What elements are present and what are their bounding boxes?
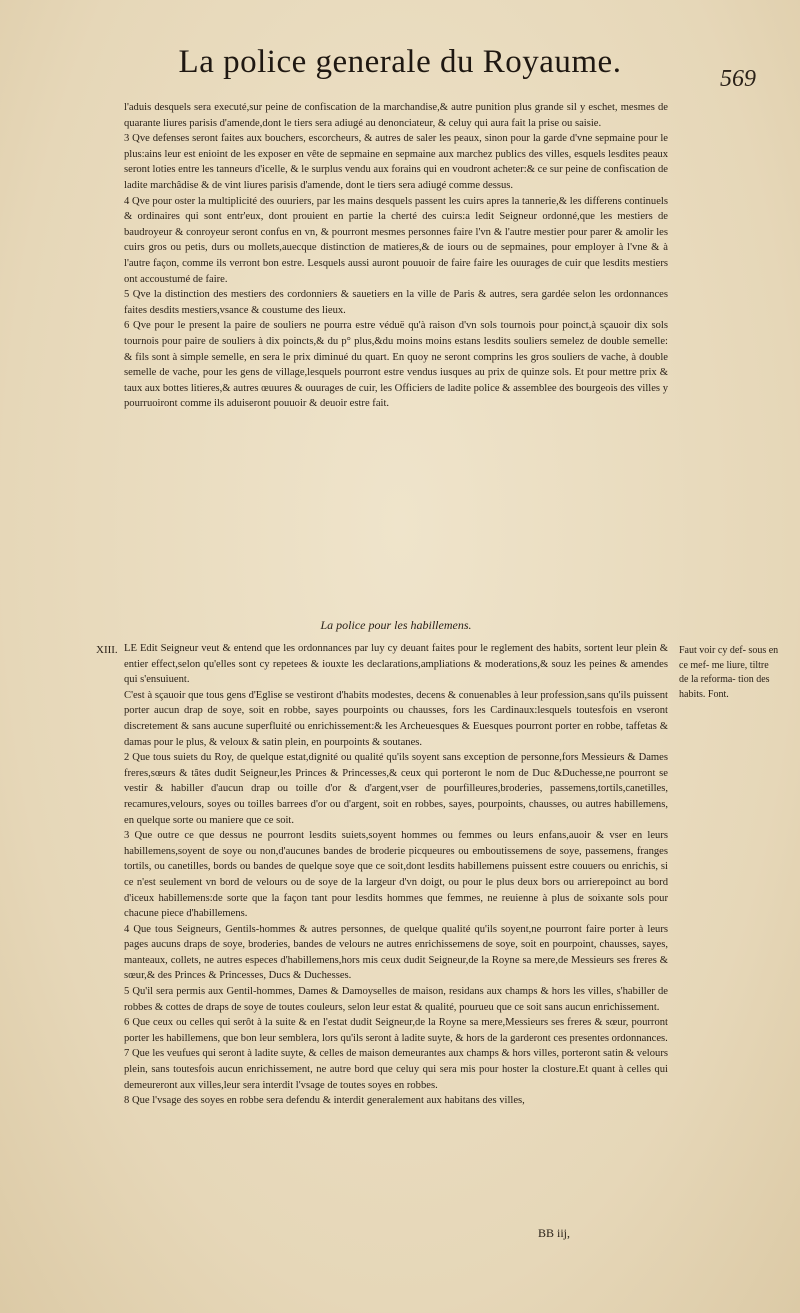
paragraph: C'est à sçauoir que tous gens d'Eglise se vestiront d'habits modestes, decens & conuenables à leur profession,sans qu'ils puissent porter aucun drap de soye, soit en robbe, sayes pourpoints ou chausses, fors les Cardinaux:lesquels toutesfois en vseront discretement & sans aucune superfluité ou enrichissement:& les Archeuesques & Euesques pourront porter en robbe, taffetas & damas pour le plus, & veloux & satin plein, en pourpoints & soutanes. [124,689,668,748]
section-heading: La police pour les habillemens. [320,618,472,632]
paragraph: 5 Qu'il sera permis aux Gentil-hommes, Dames & Damoyselles de maison, residans aux champs & hors les villes, s'habiller de robbes & cottes de draps de soye de toutes couleurs, selon leur estat & qualité, pourueu que ce soit sans aucun enrichissement. [124,986,668,1013]
paragraph: 6 Qve pour le present la paire de souliers ne pourra estre véduë qu'à raison d'vn sols tournois pour poinct,à sçauoir dix sols tournois pour paire de souliers à dix poincts,& du p° plus,&du moins moins estans lesdits souliers semelez de double semelle: & fils sont à simple semelle, en sera le prix diminué du quart. En quoy ne seront comprins les gros souliers de vache, à double semelle de vache, pour les gens de village,lesquels pourront estre vendus iusques au prix de quinze sols. Et pour mettre prix & taux aux bottes litieres,& autres œuures & ouurages de cuir, les Officiers de ladite police & assemblee des bourgeois des villes y pourruoiront comme ils aduiseront pouuoir & deuoir estre fait. [124,320,668,410]
paragraph: 8 Que l'vsage des soyes en robbe sera defendu & interdit generalement aux habitans des villes, [124,1095,525,1107]
paragraph: 5 Qve la distinction des mestiers des cordonniers & sauetiers en la ville de Paris & autres, sera gardée selon les ordonnances faites desdits mestiers,vsance & coustume des lieux. [124,289,668,316]
paragraph: 3 Que outre ce que dessus ne pourront lesdits suiets,soyent hommes ou femmes ou leurs enfans,auoir & vser en leurs habillemens,soyent de soye ou non,d'aucunes bandes de broderie picqueures ou emboutissemens de soye, passemens, franges tortils, ou canetilles, bords ou bandes de quelque soye que ce soit,dont lesdits habillemens puissent estre couuers ou enrichis, si ce n'est seulement vn bord de velours ou de soye de la largeur d'vn doigt, ou pour le plus deux bors ou arrierepoinct au bord d'iceux habillemens:de sorte que la façon tant pour lesdits hommes que femmes, ne reuienne à plus de soixante sols pour chacune piece d'habillemens. [124,830,668,920]
section-clothing [124,641,668,1109]
margin-note: Faut voir cy def- sous en ce mef- me liure, tiltre de la reforma- tion des habits. Font. [679,645,779,700]
section-number: XIII. [96,644,118,656]
paragraph: 3 Qve defenses seront faites aux bouchers, escorcheurs, & autres de saler les peaux, sinon pour la garde d'vne sepmaine pour le plus:ains leur est enioint de les exposer en vête de sepmaine en sepmaine aux marchez publics des villes, esquels lesdites peaux seront loties entre les tanneurs d'icelle, & le surplus vendu aux forains qui en voudront acheter:& ce sur peine de confiscation de ladite marchâdise & de vint liures parisis d'amende, dont le tiers sera adiugé comme dessus. [124,133,668,191]
paragraph: 6 Que ceux ou celles qui serôt à la suite & en l'estat dudit Seigneur,de la Royne sa mere,Messieurs ses freres & sœur, pourront porter les habillemens, que bon leur semblera, lors qu'ils seront à ladite suyte, & hors de la garderont ces presentes ordonnances. [124,1017,668,1044]
paragraph: 2 Que tous suiets du Roy, de quelque estat,dignité ou qualité qu'ils soyent sans exception de personne,fors Messieurs & Dames freres,sœurs & tâtes dudit Seigneur,les Princes & Princesses,& ceux qui porteront le nom de Duc &Duchesse,ne pourront se vestir & habiller d'aucun drap ou toille d'or & d'argent,vser de pourfilleures,broderies, passemens,tortils,canetilles, recamures,velours, soyes ou toilles barrees d'or ou d'argent, soit en robbes, sayes, pourpoints, chausses, ou autres habillemens, en quelque sorte ou maniere que ce soit. [124,752,668,826]
section-shoemakers [124,100,668,412]
signature-mark: BB iij, [538,1226,571,1240]
running-head: La police generale du Royaume. [178,44,622,80]
paragraph: 4 Qve pour oster la multiplicité des ouuriers, par les mains desquels passent les cuirs apres la tannerie,& les differens continuels & ordinaires qui sont entr'eux, dont prouient en partie la cherté des cuirs:a ledit Seigneur ordonné,que les mestiers de baudroyeur & conroyeur seront confus en vn, & pourront mesmes personnes faire l'vn & l'autre mestier pour parer & amolir les cuirs gros ou petis, durs ou mollets,auecque distinction de matieres,& de iours ou de sepmaines, pour employer à l'vne & à l'autre façon, comme ils verront bon estre. Lesquels aussi auront pouuoir de faire faire les ouurages de cuir que lesdits mestiers ont accoustumé de faire. [124,195,668,285]
paragraph: l'aduis desquels sera executé,sur peine de confiscation de la marchandise,& autre punition plus grande sil y eschet, mesmes de quarante liures parisis d'amende,dont le tiers sera adiugé au denonciateur, & celuy qui aura fait la prise ou saisie. [124,102,668,129]
page-number: 569 [720,66,756,92]
paragraph: LE Edit Seigneur veut & entend que les ordonnances par luy cy deuant faites pour le reglement des habits, sortent leur plein & entier effect,selon qu'elles sont cy repetees & iouxte les declarations,ampliations & moderations,& souz les peines & amendes qui s'ensuiuent. [124,643,668,686]
paragraph: 4 Que tous Seigneurs, Gentils-hommes & autres personnes, de quelque qualité qu'ils soyent,ne pourront faire porter à leurs pages aucuns draps de soye, broderies, bandes de velours ne autres enrichissemens de soye, soit en pourpoint, chausses, sayes, manteaux, collets, ne autres especes d'habillemens,hors mis ceux dudit Seigneur,de la Royne sa mere,de Messieurs ses freres & sœur,& des Princes & Princesses, Ducs & Duchesses. [124,923,668,982]
paragraph: 7 Que les veufues qui seront à ladite suyte, & celles de maison demeurantes aux champs & hors villes, porteront satin & velours plein, sans toutesfois aucun enrichissement, ne autre bord que celuy qui sera mis pour hoster la closture.Et quant à celles qui demeureront aux villes,leur sera interdit l'vsage de toutes soyes en robbes. [124,1048,668,1091]
